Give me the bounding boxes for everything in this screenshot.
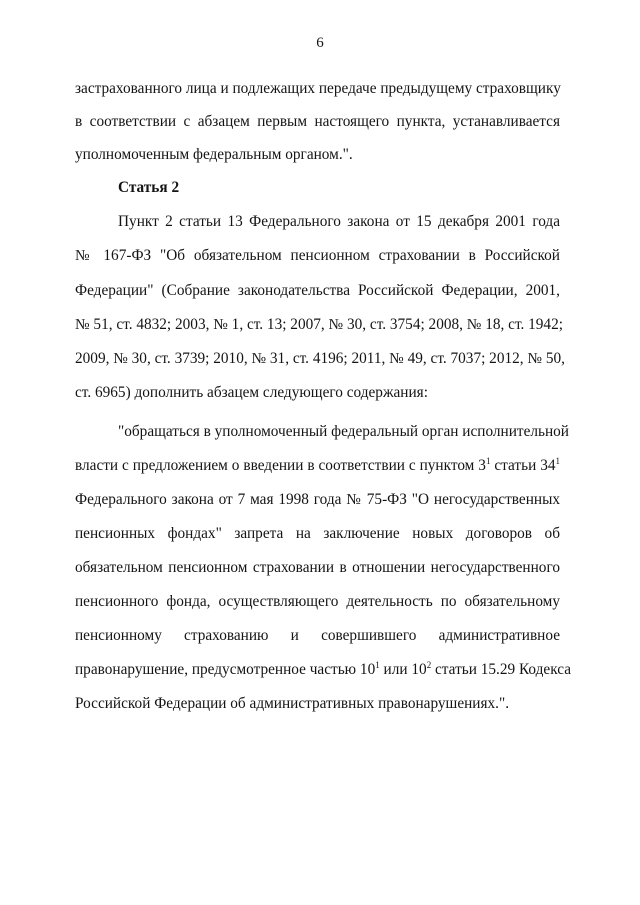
paragraph2-line1: Пункт 2 статьи 13 Федерального закона от 15 декабря 2001 года <box>118 213 560 230</box>
paragraph2-line5: 2009, № 30, ст. 3739; 2010, № 31, ст. 4196; 2011, № 49, ст. 7037; 2012, № 50, <box>75 350 565 367</box>
paragraph3-line2-text-b: статьи 34 <box>490 457 556 474</box>
paragraph1-line3: уполномоченным федеральным органом.". <box>75 146 353 163</box>
paragraph2-line2: № 167-ФЗ "Об обязательном пенсионном страховании в Российской <box>75 247 560 264</box>
paragraph3-line4: пенсионных фондах" запрета на заключение новых договоров об <box>75 525 560 542</box>
paragraph3-line9: Российской Федерации об административных правонарушениях.". <box>75 695 510 712</box>
paragraph2-line4: № 51, ст. 4832; 2003, № 1, ст. 13; 2007, № 30, ст. 3754; 2008, № 18, ст. 1942; <box>75 316 563 333</box>
paragraph3-line8-text-b: или 10 <box>379 661 427 678</box>
paragraph3-line8-text-a: правонарушение, предусмотренное частью 10 <box>75 661 376 678</box>
superscript: 1 <box>555 456 560 466</box>
paragraph3-line6: пенсионного фонда, осуществляющего деятельность по обязательному <box>75 593 560 610</box>
paragraph2-line3: Федерации" (Собрание законодательства Российской Федерации, 2001, <box>75 282 560 299</box>
page-number: 6 <box>316 35 324 51</box>
paragraph2-line6: ст. 6965) дополнить абзацем следующего содержания: <box>75 384 428 401</box>
paragraph1-line1: застрахованного лица и подлежащих передаче предыдущему страховщику <box>75 80 561 97</box>
article-heading: Статья 2 <box>118 179 180 196</box>
superscript: 1 <box>375 660 380 670</box>
paragraph3-line2 <box>75 457 560 475</box>
paragraph3-line8 <box>75 660 572 679</box>
paragraph3-line2-text-a: власти с предложением о введении в соответствии с пунктом 3 <box>75 457 486 474</box>
superscript: 2 <box>426 660 432 670</box>
paragraph3-line1: "обращаться в уполномоченный федеральный орган исполнительной <box>118 423 569 440</box>
paragraph3-line7: пенсионному страхованию и совершившего административное <box>75 627 560 644</box>
paragraph3-line8-text-c: статьи 15.29 Кодекса <box>431 661 572 678</box>
paragraph3-line3: Федерального закона от 7 мая 1998 года № 75-ФЗ "О негосударственных <box>75 491 560 508</box>
paragraph3-line5: обязательном пенсионном страховании в отношении негосударственного <box>75 559 560 576</box>
paragraph1-line2: в соответствии с абзацем первым настоящего пункта, устанавливается <box>75 113 560 130</box>
superscript: 1 <box>485 456 491 466</box>
